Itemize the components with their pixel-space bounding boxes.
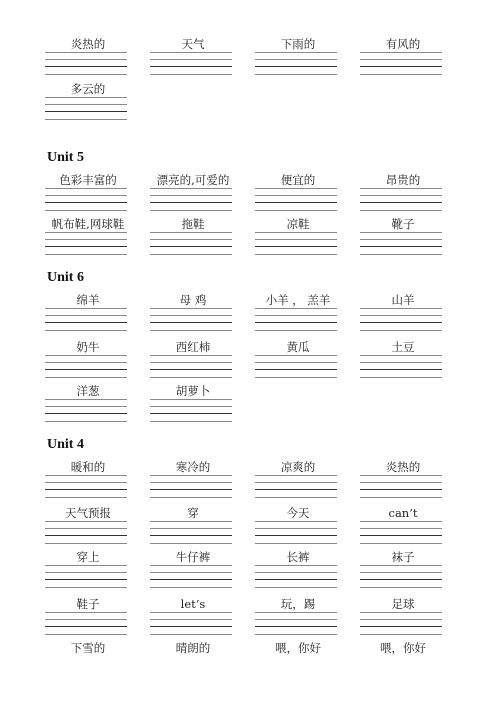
writing-line <box>255 362 337 363</box>
writing-line <box>45 362 127 363</box>
writing-line <box>150 399 232 400</box>
writing-line <box>45 543 127 544</box>
vocab-word: 有风的 <box>385 37 421 51</box>
writing-line <box>255 308 337 309</box>
writing-line <box>255 619 337 620</box>
writing-line <box>255 66 337 67</box>
vocab-word: 漂亮的,可爱的 <box>156 173 230 187</box>
writing-line <box>255 565 337 566</box>
writing-line <box>150 315 232 316</box>
writing-line <box>360 59 442 60</box>
vocab-cell <box>360 460 446 505</box>
vocab-cell <box>150 506 236 551</box>
writing-line <box>360 528 442 529</box>
writing-line <box>360 254 442 255</box>
vocab-word: 今天 <box>286 506 310 520</box>
writing-line <box>45 369 127 370</box>
vocab-cell <box>255 340 341 385</box>
writing-line <box>150 528 232 529</box>
writing-line <box>45 521 127 522</box>
writing-line <box>45 239 127 240</box>
vocab-cell <box>255 641 341 686</box>
writing-line <box>45 535 127 536</box>
vocab-cell <box>360 217 446 262</box>
writing-line <box>360 369 442 370</box>
writing-line <box>360 246 442 247</box>
writing-line <box>45 421 127 422</box>
writing-line <box>45 188 127 189</box>
writing-line <box>45 612 127 613</box>
writing-line <box>150 619 232 620</box>
writing-line <box>150 232 232 233</box>
writing-line <box>255 528 337 529</box>
vocab-word: 靴子 <box>391 217 415 231</box>
writing-line <box>360 489 442 490</box>
writing-line <box>45 406 127 407</box>
writing-line <box>255 475 337 476</box>
vocab-word: 凉鞋 <box>286 217 310 231</box>
writing-line <box>255 543 337 544</box>
vocab-cell <box>360 550 446 595</box>
vocab-word: 凉爽的 <box>280 460 316 474</box>
vocab-word: 穿上 <box>76 550 100 564</box>
writing-line <box>45 355 127 356</box>
writing-line <box>255 377 337 378</box>
vocab-word: 黄瓜 <box>286 340 310 354</box>
vocab-cell <box>45 82 131 127</box>
writing-line <box>255 482 337 483</box>
writing-line <box>360 195 442 196</box>
writing-line <box>150 421 232 422</box>
writing-line <box>360 612 442 613</box>
writing-line <box>360 634 442 635</box>
vocab-cell <box>45 37 131 82</box>
writing-line <box>150 254 232 255</box>
writing-line <box>45 52 127 53</box>
vocab-word: 牛仔裤 <box>175 550 211 564</box>
writing-line <box>360 475 442 476</box>
writing-line <box>360 239 442 240</box>
writing-line <box>150 330 232 331</box>
vocab-cell <box>150 384 236 429</box>
writing-line <box>360 315 442 316</box>
writing-line <box>45 399 127 400</box>
writing-line <box>150 355 232 356</box>
vocab-word: 天气 <box>181 37 205 51</box>
writing-line <box>255 497 337 498</box>
writing-line <box>150 188 232 189</box>
vocab-word: 袜子 <box>391 550 415 564</box>
vocab-word: 鞋子 <box>76 597 100 611</box>
writing-line <box>360 587 442 588</box>
vocab-word: 西红柿 <box>175 340 211 354</box>
writing-line <box>45 322 127 323</box>
writing-line <box>45 195 127 196</box>
writing-line <box>360 355 442 356</box>
writing-line <box>150 246 232 247</box>
writing-line <box>150 239 232 240</box>
writing-line <box>360 579 442 580</box>
writing-line <box>150 565 232 566</box>
vocab-cell <box>45 173 131 218</box>
writing-line <box>360 619 442 620</box>
writing-line <box>255 587 337 588</box>
writing-line <box>45 579 127 580</box>
writing-line <box>150 66 232 67</box>
writing-line <box>150 362 232 363</box>
unit-4-heading: Unit 4 <box>47 437 84 452</box>
writing-line <box>150 475 232 476</box>
writing-line <box>255 572 337 573</box>
writing-line <box>45 210 127 211</box>
writing-line <box>45 634 127 635</box>
vocab-cell <box>360 37 446 82</box>
vocab-word: 喂，你好 <box>275 641 321 655</box>
vocab-word: 色彩丰富的 <box>59 173 117 187</box>
vocab-word: 暖和的 <box>70 460 106 474</box>
writing-line <box>45 497 127 498</box>
vocab-cell <box>45 597 131 642</box>
writing-line <box>45 74 127 75</box>
vocab-word: 帆布鞋,网球鞋 <box>51 217 125 231</box>
writing-line <box>45 572 127 573</box>
vocab-word: 土豆 <box>391 340 415 354</box>
vocab-cell <box>45 506 131 551</box>
vocab-word: 玩，踢 <box>280 597 316 611</box>
writing-line <box>150 195 232 196</box>
vocab-cell <box>255 550 341 595</box>
writing-line <box>45 104 127 105</box>
vocab-cell <box>150 217 236 262</box>
writing-line <box>360 52 442 53</box>
writing-line <box>255 521 337 522</box>
vocab-cell <box>255 217 341 262</box>
vocab-word: can’t <box>388 506 418 520</box>
writing-line <box>255 369 337 370</box>
writing-line <box>150 369 232 370</box>
writing-line <box>255 246 337 247</box>
vocab-word: 小羊 ， 羔羊 <box>265 293 331 307</box>
vocab-word: 下雪的 <box>70 641 106 655</box>
writing-line <box>360 377 442 378</box>
vocab-word: 拖鞋 <box>181 217 205 231</box>
writing-line <box>360 308 442 309</box>
writing-line <box>255 59 337 60</box>
writing-line <box>150 521 232 522</box>
vocab-cell <box>360 506 446 551</box>
writing-line <box>255 239 337 240</box>
writing-line <box>150 543 232 544</box>
writing-line <box>360 535 442 536</box>
writing-line <box>45 489 127 490</box>
vocab-cell <box>45 550 131 595</box>
writing-line <box>150 572 232 573</box>
writing-line <box>45 119 127 120</box>
writing-line <box>45 330 127 331</box>
writing-line <box>360 74 442 75</box>
vocab-word: 胡萝卜 <box>175 384 211 398</box>
writing-line <box>360 202 442 203</box>
writing-line <box>360 543 442 544</box>
vocab-word: let’s <box>180 597 206 611</box>
vocab-cell <box>360 597 446 642</box>
writing-line <box>45 59 127 60</box>
vocab-word: 山羊 <box>391 293 415 307</box>
vocab-word: 足球 <box>391 597 415 611</box>
writing-line <box>150 579 232 580</box>
writing-line <box>255 579 337 580</box>
vocab-cell <box>45 641 131 686</box>
unit-5-heading: Unit 5 <box>47 150 84 165</box>
writing-line <box>45 482 127 483</box>
writing-line <box>150 413 232 414</box>
writing-line <box>45 97 127 98</box>
vocab-word: 下雨的 <box>280 37 316 51</box>
writing-line <box>150 74 232 75</box>
vocab-cell <box>45 384 131 429</box>
writing-line <box>45 377 127 378</box>
writing-line <box>45 66 127 67</box>
vocab-word: 天气预报 <box>65 506 111 520</box>
writing-line <box>255 74 337 75</box>
writing-line <box>150 489 232 490</box>
vocab-cell <box>255 173 341 218</box>
vocab-cell <box>255 506 341 551</box>
writing-line <box>255 330 337 331</box>
vocab-cell <box>150 340 236 385</box>
vocab-cell <box>45 217 131 262</box>
vocab-cell <box>150 293 236 338</box>
writing-line <box>150 52 232 53</box>
vocab-word: 洋葱 <box>76 384 100 398</box>
writing-line <box>45 232 127 233</box>
writing-line <box>45 315 127 316</box>
writing-line <box>360 362 442 363</box>
vocab-word: 寒冷的 <box>175 460 211 474</box>
writing-line <box>360 210 442 211</box>
writing-line <box>255 188 337 189</box>
writing-line <box>150 210 232 211</box>
writing-line <box>150 202 232 203</box>
vocab-word: 绵羊 <box>76 293 100 307</box>
writing-line <box>360 521 442 522</box>
vocab-cell <box>150 641 236 686</box>
writing-line <box>255 322 337 323</box>
writing-line <box>45 254 127 255</box>
vocab-cell <box>150 550 236 595</box>
vocab-word: 长裤 <box>286 550 310 564</box>
writing-line <box>360 626 442 627</box>
writing-line <box>255 202 337 203</box>
writing-line <box>360 232 442 233</box>
writing-line <box>45 111 127 112</box>
vocab-cell <box>255 597 341 642</box>
writing-line <box>45 475 127 476</box>
writing-line <box>150 626 232 627</box>
vocab-word: 便宜的 <box>280 173 316 187</box>
vocab-word: 炎热的 <box>70 37 106 51</box>
writing-line <box>45 626 127 627</box>
writing-line <box>150 482 232 483</box>
vocab-word: 多云的 <box>70 82 106 96</box>
vocab-cell <box>150 37 236 82</box>
writing-line <box>360 497 442 498</box>
writing-line <box>150 587 232 588</box>
vocab-word: 穿 <box>187 506 199 520</box>
writing-line <box>45 565 127 566</box>
writing-line <box>255 535 337 536</box>
writing-line <box>255 315 337 316</box>
writing-line <box>360 322 442 323</box>
vocab-word: 晴朗的 <box>175 641 211 655</box>
writing-line <box>45 528 127 529</box>
vocab-cell <box>255 37 341 82</box>
writing-line <box>255 232 337 233</box>
writing-line <box>255 52 337 53</box>
writing-line <box>255 626 337 627</box>
writing-line <box>150 612 232 613</box>
writing-line <box>45 619 127 620</box>
writing-line <box>45 587 127 588</box>
vocab-word: 昂贵的 <box>385 173 421 187</box>
writing-line <box>255 612 337 613</box>
writing-line <box>360 188 442 189</box>
writing-line <box>45 202 127 203</box>
writing-line <box>255 634 337 635</box>
vocab-cell <box>255 293 341 338</box>
vocab-cell <box>255 460 341 505</box>
writing-line <box>255 210 337 211</box>
writing-line <box>255 355 337 356</box>
vocab-cell <box>360 293 446 338</box>
writing-line <box>360 330 442 331</box>
writing-line <box>150 497 232 498</box>
vocab-cell <box>360 173 446 218</box>
writing-line <box>150 406 232 407</box>
writing-line <box>150 308 232 309</box>
vocab-cell <box>45 293 131 338</box>
writing-line <box>255 489 337 490</box>
writing-line <box>150 377 232 378</box>
vocab-cell <box>360 641 446 686</box>
writing-line <box>255 254 337 255</box>
writing-line <box>360 66 442 67</box>
writing-line <box>45 413 127 414</box>
writing-line <box>45 308 127 309</box>
writing-line <box>360 482 442 483</box>
writing-line <box>150 59 232 60</box>
writing-line <box>150 322 232 323</box>
vocab-cell <box>45 460 131 505</box>
vocab-word: 炎热的 <box>385 460 421 474</box>
writing-line <box>360 572 442 573</box>
writing-line <box>150 535 232 536</box>
vocab-cell <box>150 173 236 218</box>
vocab-word: 母 鸡 <box>179 293 207 307</box>
vocab-word: 奶牛 <box>76 340 100 354</box>
unit-6-heading: Unit 6 <box>47 270 84 285</box>
vocab-cell <box>150 460 236 505</box>
vocab-cell <box>45 340 131 385</box>
vocab-cell <box>360 340 446 385</box>
writing-line <box>45 246 127 247</box>
vocab-word: 喂，你好 <box>380 641 426 655</box>
writing-line <box>150 634 232 635</box>
vocab-cell <box>150 597 236 642</box>
writing-line <box>360 565 442 566</box>
writing-line <box>255 195 337 196</box>
